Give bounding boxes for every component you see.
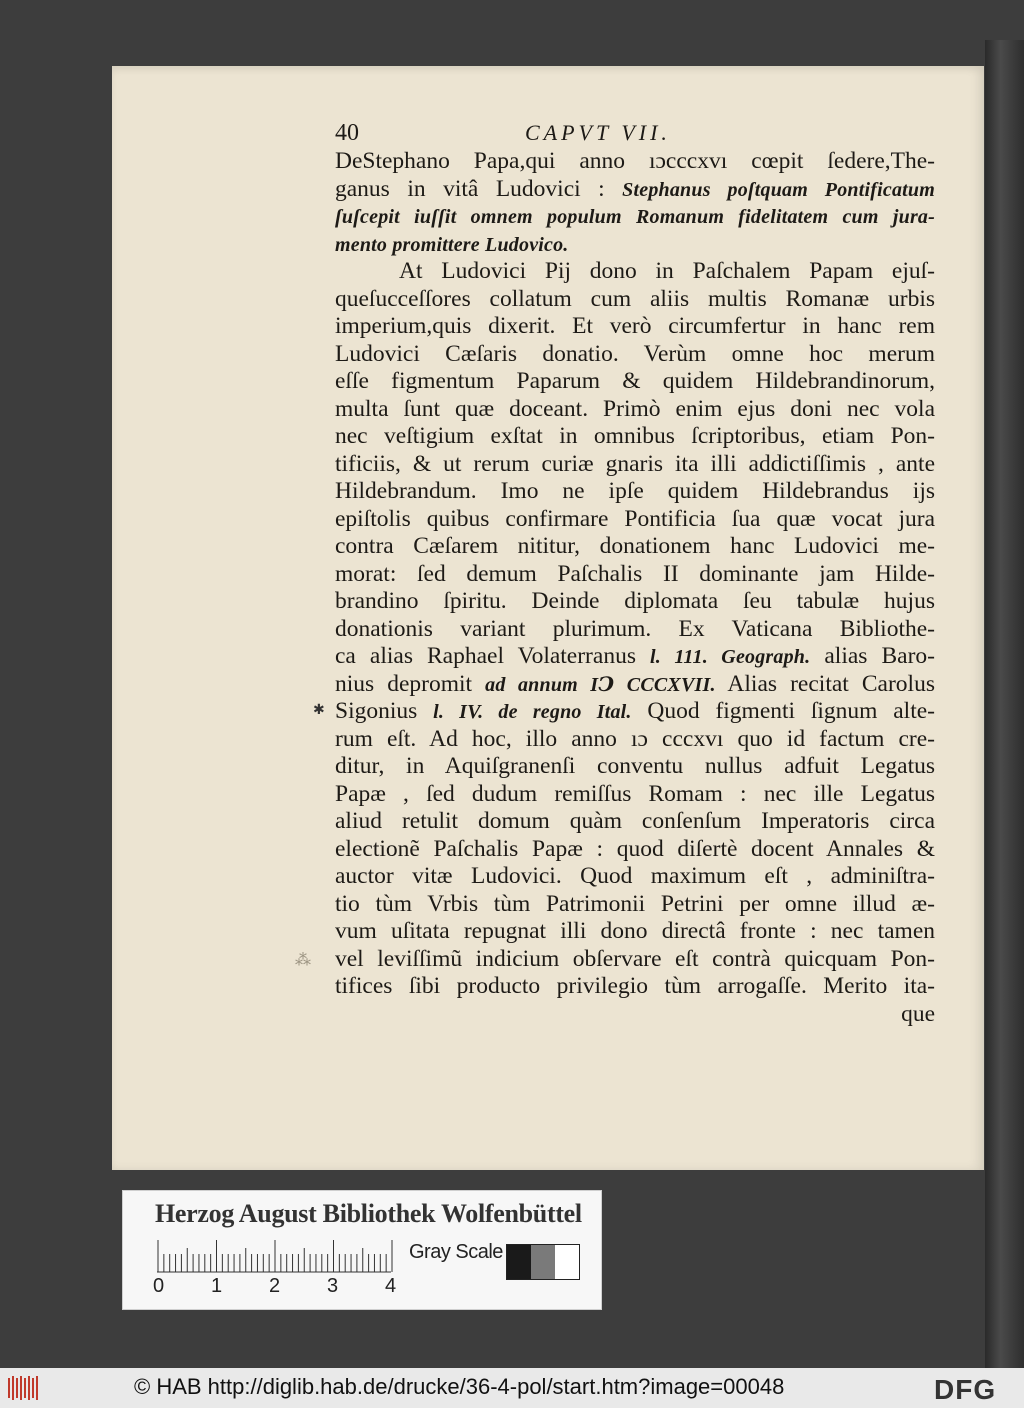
text-line	[335, 561, 935, 589]
italic-text: l. IV. de regno Ital.	[433, 701, 632, 723]
text-line	[335, 918, 935, 946]
ruler-label: 0	[153, 1275, 165, 1297]
text-line	[335, 341, 935, 369]
text-run: tificiis, & ut rerum curiæ gnaris ita illi addictiſſimis , ante	[335, 450, 935, 477]
text-run: contra Cæſarem nititur, donationem hanc Ludovici me-	[335, 533, 935, 559]
copyright-link[interactable]: © HAB http://diglib.hab.de/drucke/36-4-pol/start.htm?image=00048	[134, 1374, 785, 1399]
text-line	[335, 616, 935, 644]
text-line	[335, 203, 935, 231]
scale-ruler	[157, 1239, 393, 1273]
text-run: nius depromit	[335, 670, 486, 697]
italic-text: ad annum IↃ CCCXVII.	[485, 673, 716, 696]
text-run: brandino ſpiritu. Deinde diplomata ſeu tabulæ hujus	[335, 588, 935, 614]
text-run: Hildebrandum. Imo ne ipſe quidem Hildebrandus ijs	[335, 478, 935, 504]
text-run: vum uſitata repugnat illi dono directâ fronte : nec tamen	[335, 918, 935, 944]
text-line	[335, 396, 935, 424]
ruler-label: 2	[269, 1275, 281, 1297]
italic-text: Stephanus poſtquam Pontificatum	[622, 178, 935, 201]
text-line	[335, 643, 935, 671]
text-line	[335, 836, 935, 864]
text-run: eſſe figmentum Paparum & quidem Hildebrandinorum,	[335, 368, 935, 394]
text-run: rum eſt. Ad hoc, illo anno ıɔ cccxvı quo id factum cre-	[335, 725, 935, 752]
ruler-label: 3	[327, 1275, 339, 1297]
ruler-label: 4	[385, 1275, 397, 1297]
page-text	[335, 120, 935, 1028]
gray-scale-swatches	[506, 1244, 580, 1280]
gray-swatch-mid	[531, 1245, 555, 1279]
library-name: Herzog August Bibliothek Wolfenbüttel	[155, 1199, 582, 1228]
text-run: electionẽ Paſchalis Papæ : quod diſertè docent Annales &	[335, 835, 935, 862]
text-line	[335, 258, 935, 286]
gray-swatch-white	[555, 1245, 579, 1279]
text-run: Quod figmenti ſignum alte-	[631, 698, 935, 724]
text-run: Sigonius	[335, 698, 434, 724]
text-line	[335, 698, 935, 726]
text-run: aliud retulit domum quàm conſenſum Imperatoris circa	[335, 808, 935, 834]
text-run: tio tùm Vrbis tùm Patrimonii Petrini per omne illud æ-	[335, 890, 935, 917]
dfg-logo[interactable]: DFG	[934, 1374, 997, 1405]
text-line	[335, 478, 935, 506]
text-line	[335, 671, 935, 699]
text-line	[335, 588, 935, 616]
page-header	[335, 120, 935, 148]
text-line	[335, 946, 935, 974]
text-line	[335, 891, 935, 919]
ruler-label: 1	[211, 1275, 223, 1297]
text-run: alias Baro-	[810, 643, 935, 669]
text-line	[335, 231, 935, 259]
footer-bar	[0, 1368, 1024, 1408]
ruler-labels	[149, 1275, 449, 1299]
text-run: ca alias Raphael Volaterranus	[335, 643, 651, 669]
color-calibration-bar	[122, 1190, 602, 1310]
text-line	[335, 781, 935, 809]
text-run: ganus in vitâ Ludovici :	[335, 175, 623, 202]
text-run: epiſtolis quibus confirmare Pontificia ſua quæ vocat jura	[335, 505, 935, 532]
text-run: Ludovici Cæſaris donatio. Verùm omne hoc merum	[335, 340, 935, 367]
text-line	[335, 808, 935, 836]
text-line	[335, 148, 935, 176]
hab-logo-icon[interactable]	[6, 1374, 40, 1402]
text-run: nec veſtigium exſtat in omnibus ſcriptoribus, etiam Pon-	[335, 423, 935, 449]
italic-text: ſuſcepit iuſſit omnem populum Romanum fidelitatem cum jura-	[335, 206, 935, 228]
text-line	[335, 753, 935, 781]
text-line	[335, 368, 935, 396]
text-run: Alias recitat Carolus	[715, 670, 935, 697]
text-line	[335, 176, 935, 204]
gray-swatch-black	[507, 1245, 531, 1279]
running-head: CAPVT VII.	[525, 120, 671, 145]
margin-mark-icon: ✱	[313, 702, 325, 718]
gray-scale-label: Gray Scale	[409, 1241, 503, 1263]
text-lines	[335, 148, 935, 1028]
text-line	[335, 973, 935, 1001]
text-run: imperium,quis dixerit. Et verò circumfertur in hanc rem	[335, 313, 935, 339]
margin-stain-icon: ⁂	[295, 950, 311, 969]
text-line	[335, 506, 935, 534]
text-line	[335, 313, 935, 341]
book-edge	[985, 40, 1024, 1368]
text-run: auctor vitæ Ludovici. Quod maximum eſt , adminiſtra-	[335, 863, 935, 889]
text-run: ditur, in Aquiſgranenſi conventu nullus adfuit Legatus	[335, 753, 935, 779]
text-run: morat: ſed demum Paſchalis II dominante jam Hilde-	[335, 560, 935, 587]
text-line	[335, 451, 935, 479]
text-run: At Ludovici Pij dono in Paſchalem Papam ejuſ-	[399, 258, 935, 284]
text-run: vel leviſſimũ indicium obſervare eſt contrà quicquam Pon-	[335, 945, 935, 972]
text-run: multa ſunt quæ doceant. Primò enim ejus doni nec vola	[335, 395, 935, 422]
text-line	[335, 1001, 935, 1029]
text-line	[335, 286, 935, 314]
text-run: DeStephano Papa,qui anno ıɔccсxvı cœpit ſedere,The-	[335, 148, 935, 174]
text-run: tifices ſibi producto privilegio tùm arrogaſſe. Merito ita-	[335, 973, 935, 999]
italic-text: l. 111. Geograph.	[650, 646, 811, 668]
page-number: 40	[335, 120, 359, 146]
text-line	[335, 423, 935, 451]
text-line	[335, 863, 935, 891]
text-run: Papæ , ſed dudum remiſſus Romam : nec ille Legatus	[335, 780, 935, 807]
italic-text: mento promittere Ludovico.	[335, 233, 569, 256]
text-line	[335, 533, 935, 561]
text-run: queſucceſſores collatum cum aliis multis Romanæ urbis	[335, 285, 935, 312]
text-run: que	[901, 1000, 935, 1027]
text-run: donationis variant plurimum. Ex Vaticana Bibliothe-	[335, 615, 935, 642]
text-line	[335, 726, 935, 754]
